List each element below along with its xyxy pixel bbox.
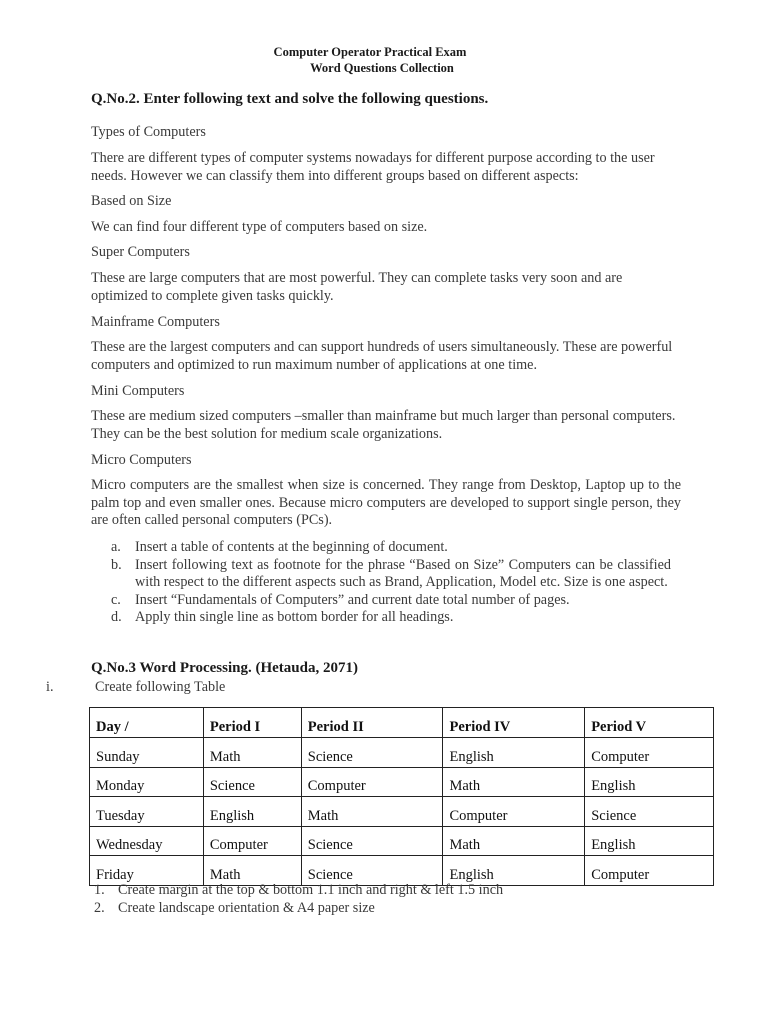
table-cell: Computer — [203, 826, 301, 856]
task-item — [111, 539, 671, 557]
question-2-heading: Q.No.2. Enter following text and solve the following questions. — [91, 91, 489, 107]
task-text: Insert a table of contents at the beginning of document. — [135, 539, 448, 555]
table-cell: Friday — [90, 856, 204, 886]
list-item — [94, 899, 503, 917]
table-cell: Math — [443, 767, 585, 797]
table-cell: Computer — [301, 767, 443, 797]
super-computers-title: Super Computers — [91, 244, 190, 260]
table-header-row — [90, 708, 714, 738]
mini-computers-paragraph: These are medium sized computers –smaller than mainframe but much larger than personal computers. They can be the best solution for medium scale organizations. — [91, 408, 676, 442]
question-2-tasks — [111, 539, 671, 627]
step-marker: 2. — [94, 900, 105, 916]
table-header-cell: Day / — [90, 708, 204, 738]
table-cell: Science — [585, 797, 714, 827]
table-header-cell: Period IV — [443, 708, 585, 738]
table-cell: Wednesday — [90, 826, 204, 856]
super-computers-paragraph: These are large computers that are most powerful. They can complete tasks very soon and are optimized to complete given tasks quickly. — [91, 270, 623, 304]
step-text: Create margin at the top & bottom 1.1 inch and right & left 1.5 inch — [118, 882, 504, 898]
table-cell: Monday — [90, 767, 204, 797]
create-table-instruction: Create following Table — [95, 679, 226, 695]
table-cell: Computer — [443, 797, 585, 827]
task-marker: b. — [111, 556, 122, 573]
table-cell: Sunday — [90, 738, 204, 768]
table-cell: Tuesday — [90, 797, 204, 827]
based-on-size-title: Based on Size — [91, 193, 172, 209]
timetable — [89, 707, 714, 886]
table-header-cell: Period II — [301, 708, 443, 738]
task-item — [111, 592, 671, 610]
based-on-size-paragraph: We can find four different type of computers based on size. — [91, 219, 428, 235]
task-marker: d. — [111, 609, 122, 625]
table-header-cell: Period V — [585, 708, 714, 738]
task-marker: c. — [111, 591, 121, 608]
table-row — [90, 826, 714, 856]
types-of-computers-title: Types of Computers — [91, 124, 206, 140]
table-cell: Math — [203, 856, 301, 886]
table-cell: Computer — [585, 856, 714, 886]
table-cell: English — [443, 738, 585, 768]
task-item — [111, 557, 671, 592]
table-cell: Math — [301, 797, 443, 827]
table-cell: English — [203, 797, 301, 827]
micro-computers-title: Micro Computers — [91, 452, 192, 468]
task-text: Apply thin single line as bottom border for all headings. — [135, 609, 454, 625]
mini-computers-title: Mini Computers — [91, 383, 185, 399]
table-cell: Science — [301, 738, 443, 768]
task-text: Insert “Fundamentals of Computers” and current date total number of pages. — [135, 591, 570, 608]
task-item — [111, 609, 671, 627]
table-cell: Science — [203, 767, 301, 797]
table-cell: English — [585, 767, 714, 797]
task-text: Insert following text as footnote for the phrase “Based on Size” Computers can be classified with respect to the different aspects such as Brand, Application, Model etc. Size is one aspect. — [135, 556, 671, 590]
mainframe-computers-paragraph: These are the largest computers and can support hundreds of users simultaneously. These are powerful computers and optimized to run maximum number of applications at one time. — [91, 339, 673, 373]
mainframe-computers-title: Mainframe Computers — [91, 314, 220, 330]
micro-computers-paragraph: Micro computers are the smallest when size is concerned. They range from Desktop, Laptop up to the palm top and even smaller ones. Because micro computers are developed to support single person, they are often called personal computers (PCs). — [91, 477, 681, 528]
roman-numeral-marker: i. — [46, 679, 54, 695]
table-cell: Science — [301, 856, 443, 886]
table-cell: Math — [203, 738, 301, 768]
table-cell: Computer — [585, 738, 714, 768]
list-item — [94, 881, 503, 899]
table-cell: Science — [301, 826, 443, 856]
step-marker: 1. — [94, 882, 105, 898]
table-header-cell: Period I — [203, 708, 301, 738]
table-row — [90, 797, 714, 827]
table-cell: English — [443, 856, 585, 886]
question-3-heading: Q.No.3 Word Processing. (Hetauda, 2071) — [91, 660, 358, 676]
intro-paragraph: There are different types of computer systems nowadays for different purpose according to the user needs. However we can classify them into different groups based on different aspects: — [91, 150, 655, 184]
task-marker: a. — [111, 539, 121, 555]
question-3-steps — [94, 881, 503, 917]
table-row — [90, 738, 714, 768]
document-title: Computer Operator Practical Exam — [273, 45, 467, 59]
document-subtitle: Word Questions Collection — [310, 61, 454, 75]
table-cell: English — [585, 826, 714, 856]
table-row — [90, 767, 714, 797]
table-cell: Math — [443, 826, 585, 856]
step-text: Create landscape orientation & A4 paper size — [118, 900, 375, 916]
